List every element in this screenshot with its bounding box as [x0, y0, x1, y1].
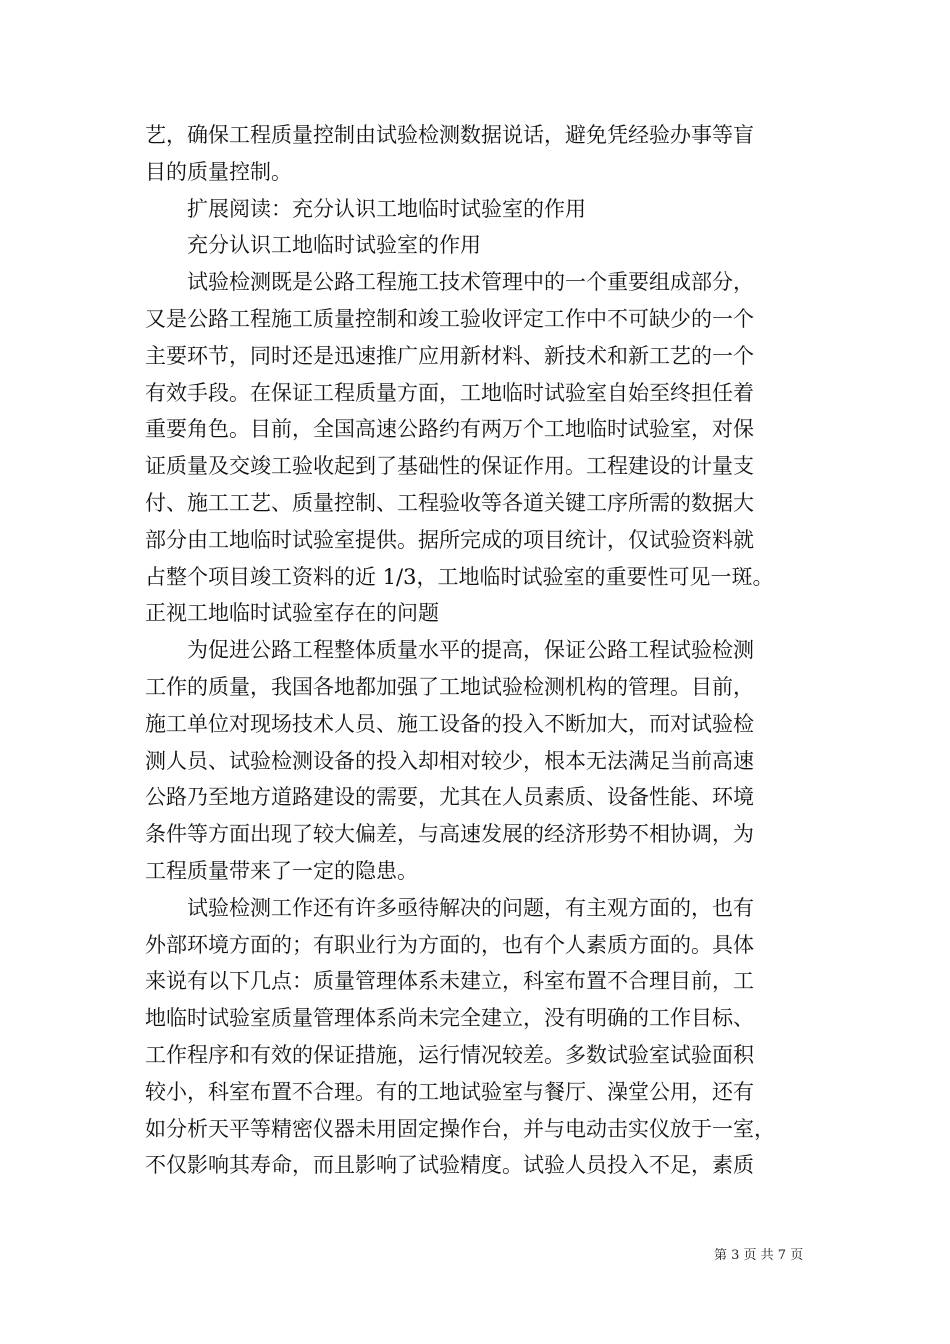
- text-line: 如分析天平等精密仪器未用固定操作台，并与电动击实仪放于一室，: [145, 1116, 775, 1141]
- text-line: 地临时试验室质量管理体系尚未完全建立，没有明确的工作目标、: [145, 1006, 754, 1031]
- text-line: 来说有以下几点：质量管理体系未建立，科室布置不合理目前，工: [145, 969, 754, 994]
- text-line: 付、施工工艺、质量控制、工程验收等各道关键工序所需的数据大: [145, 490, 754, 515]
- text-line: 外部环境方面的；有职业行为方面的，也有个人素质方面的。具体: [145, 932, 754, 957]
- text-line: 为促进公路工程整体质量水平的提高，保证公路工程试验检测: [145, 638, 754, 663]
- text-line: 试验检测既是公路工程施工技术管理中的一个重要组成部分，: [145, 270, 754, 295]
- text-line: 试验检测工作还有许多亟待解决的问题，有主观方面的，也有: [145, 895, 754, 920]
- text-line: 有效手段。在保证工程质量方面，工地临时试验室自始至终担任着: [145, 380, 754, 405]
- text-line: 又是公路工程施工质量控制和竣工验收评定工作中不可缺少的一个: [145, 306, 754, 331]
- text-line: 重要角色。目前，全国高速公路约有两万个工地临时试验室，对保: [145, 417, 754, 442]
- text-line: 条件等方面出现了较大偏差，与高速发展的经济形势不相协调，为: [145, 822, 754, 847]
- text-line: 艺，确保工程质量控制由试验检测数据说话，避免凭经验办事等盲: [145, 123, 754, 147]
- text-line: 不仅影响其寿命，而且影响了试验精度。试验人员投入不足，素质: [145, 1153, 754, 1178]
- text-line: 部分由工地临时试验室提供。据所完成的项目统计，仅试验资料就: [145, 527, 754, 552]
- text-line: 较小，科室布置不合理。有的工地试验室与餐厅、澡堂公用，还有: [145, 1079, 754, 1104]
- text-line: 占整个项目竣工资料的近 1/3，工地临时试验室的重要性可见一斑。: [145, 564, 774, 589]
- text-line: 测人员、试验检测设备的投入却相对较少，根本无法满足当前高速: [145, 748, 754, 773]
- text-line: 充分认识工地临时试验室的作用: [145, 233, 481, 258]
- text-line: 工程质量带来了一定的隐患。: [145, 858, 418, 883]
- text-line: 公路乃至地方道路建设的需要，尤其在人员素质、设备性能、环境: [145, 785, 754, 810]
- page-number-footer: 第 3 页 共 7 页: [714, 1248, 804, 1263]
- text-line: 工作程序和有效的保证措施，运行情况较差。多数试验室试验面积: [145, 1042, 754, 1067]
- text-line: 工作的质量，我国各地都加强了工地试验检测机构的管理。目前，: [145, 674, 754, 699]
- text-line: 正视工地临时试验室存在的问题: [145, 601, 439, 626]
- text-line: 证质量及交竣工验收起到了基础性的保证作用。工程建设的计量支: [145, 454, 754, 479]
- text-line: 目的质量控制。: [145, 159, 292, 184]
- text-line: 扩展阅读：充分认识工地临时试验室的作用: [145, 196, 586, 221]
- document-body: [145, 117, 810, 1184]
- text-line: 主要环节，同时还是迅速推广应用新材料、新技术和新工艺的一个: [145, 343, 754, 368]
- text-line: 施工单位对现场技术人员、施工设备的投入不断加大，而对试验检: [145, 711, 754, 736]
